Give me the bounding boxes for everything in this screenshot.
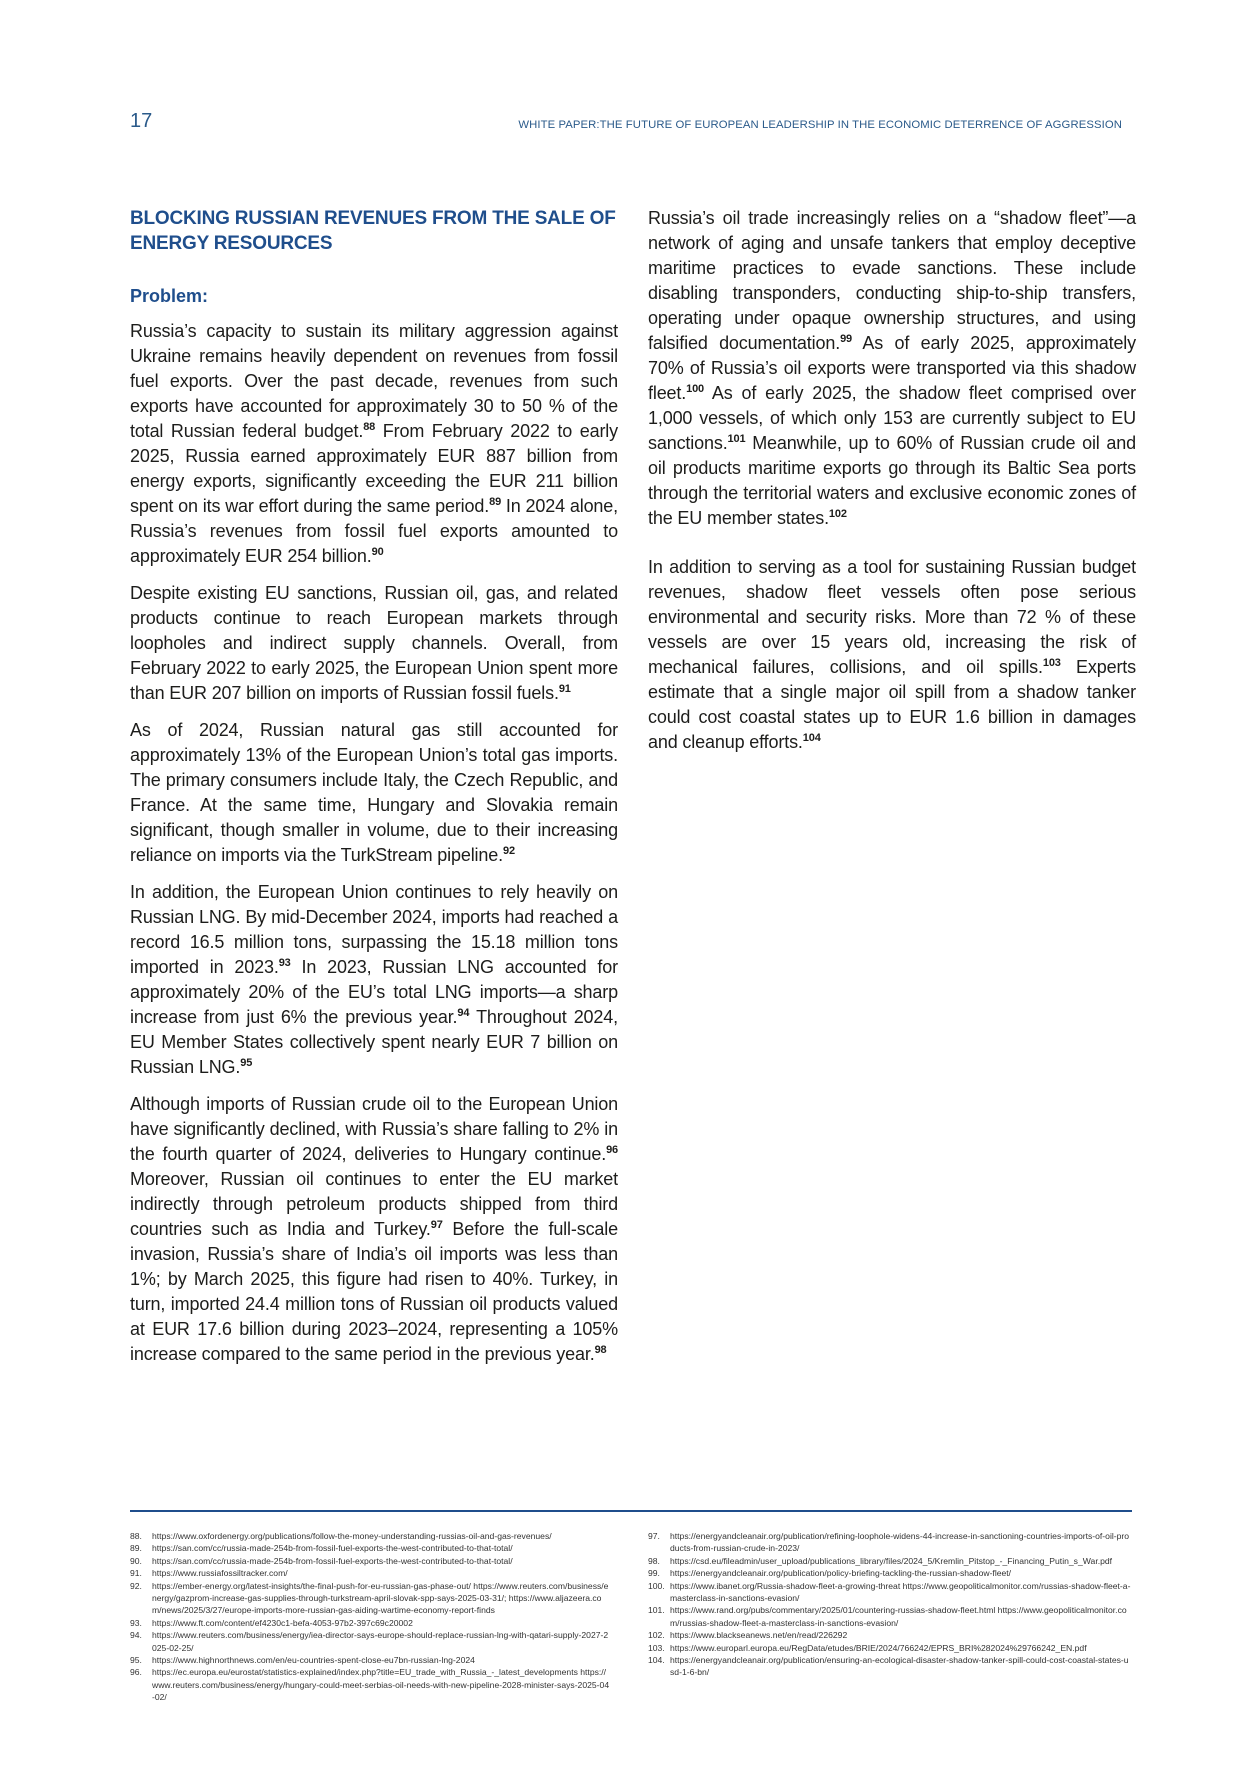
paragraph-crude-oil: Although imports of Russian crude oil to the European Union have significantly declined, with Russia’s share falling to 2% in the fourth quarter of 2024, deliveries to Hungary continue.$^{96}$ Moreover, Russian oil continues to enter the EU market indirectly through petroleum products shipped from third countries such as India and Turkey.$^{97}$ Before the full-scale invasion, Russia’s share of India’s oil imports was less than 1%; by March 2025, this figure had risen to 40%. Turkey, in turn, imported 24.4 million tons of Russian oil products valued at EUR 17.6 billion during 2023–2024, representing a 105% increase compared to the same period in the previous year.$^{98}$ — [130, 1094, 618, 1364]
footnote[interactable]: 103. https://www.europarl.europa.eu/RegData/etudes/BRIE/2024/766242/EPRS_BRI%282024%29766242_EN.pdf — [648, 1642, 1087, 1653]
footnote-ref[interactable]: 96 — [606, 1144, 618, 1156]
right-column — [648, 206, 1136, 779]
paragraph-sanctions: Despite existing EU sanctions, Russian oil, gas, and related products continue to reach European markets through loopholes and indirect supply channels. Overall, from February 2022 to early 2025, the European Union spent more than EUR 207 billion on imports of Russian fossil fuels.$^{91}$ — [130, 583, 618, 703]
footnote[interactable]: 95. https://www.highnorthnews.com/en/eu-countries-spent-close-eu7bn-russian-lng-2024 — [130, 1655, 475, 1666]
footnote[interactable]: 99. https://energyandcleanair.org/publication/policy-briefing-tackling-the-russian-shadow-fleet/ — [648, 1568, 1012, 1579]
footnote-ref[interactable]: 94 — [457, 1007, 470, 1019]
footnote[interactable]: 101. https://www.rand.org/pubs/commentary/2025/01/countering-russias-shadow-fleet.html https://www.geopoliticalmonitor.com/russias-shadow-fleet-a-masterclass-in-sanctions-evasion/ — [648, 1605, 1127, 1628]
footnote-ref[interactable]: 98 — [594, 1344, 607, 1356]
footnote-ref[interactable]: 100 — [686, 383, 705, 395]
footnote-ref[interactable]: 90 — [371, 546, 384, 558]
footnotes-right — [648, 1530, 1132, 1679]
footnote[interactable]: 89. https://san.com/cc/russia-made-254b-from-fossil-fuel-exports-the-west-contributed-to-that-total/ — [130, 1543, 513, 1554]
footnote-ref[interactable]: 102 — [828, 508, 847, 520]
footnotes-left — [130, 1530, 610, 1704]
footnote[interactable]: 98. https://csd.eu/fileadmin/user_upload/publications_library/files/2024_5/Kremlin_Pitstop_-_Financing_Putin_s_War.pdf — [648, 1555, 1113, 1566]
page-number: 17 — [130, 110, 153, 132]
footnote-ref[interactable]: 95 — [240, 1057, 253, 1069]
footnote-ref[interactable]: 89 — [489, 496, 502, 508]
footnote-ref[interactable]: 99 — [840, 333, 852, 345]
footnote[interactable]: 94. https://www.reuters.com/business/energy/iea-director-says-europe-should-replace-russian-lng-with-qatari-supply-2027-2025-02-25/ — [130, 1630, 609, 1653]
footnote[interactable]: 91. https://www.russiafossiltracker.com/ — [130, 1568, 288, 1579]
footnote[interactable]: 97. https://energyandcleanair.org/publication/refining-loophole-widens-44-increase-in-sanctioning-countries-imports-of-oil-products-from-russian-crude-in-2023/ — [648, 1531, 1130, 1554]
footnote-ref[interactable]: 97 — [430, 1219, 443, 1231]
running-header: WHITE PAPER:THE FUTURE OF EUROPEAN LEADERSHIP IN THE ECONOMIC DETERRENCE OF AGGRESSION — [518, 119, 1122, 131]
footnote-ref[interactable]: 93 — [278, 957, 291, 969]
footnote-ref[interactable]: 92 — [502, 845, 515, 857]
footnote[interactable]: 96. https://ec.europa.eu/eurostat/statistics-explained/index.php?title=EU_trade_with_Russia_-_latest_developments https://www.reuters.com/business/energy/hungary-could-meet-serbias-oil-needs-with-new-pipeline-2028-minister-says-2025-04-02/ — [130, 1667, 610, 1703]
footnote[interactable]: 104. https://energyandcleanair.org/publication/ensuring-an-ecological-disaster-shadow-tanker-spill-could-cost-coastal-states-usd-1-6-bn/ — [648, 1655, 1129, 1678]
footnote[interactable]: 102. https://www.blackseanews.net/en/read/226292 — [648, 1630, 848, 1641]
left-column — [130, 206, 618, 1379]
paragraph-risks: In addition to serving as a tool for sustaining Russian budget revenues, shadow fleet vessels often pose serious environmental and security risks. More than 72 % of these vessels are over 15 years old, increasing the risk of mechanical failures, collisions, and oil spills.$^{103}$ Experts estimate that a single major oil spill from a shadow tanker could cost coastal states up to EUR 1.6 billion in damages and cleanup efforts.$^{104}$ — [648, 557, 1136, 752]
footnote-ref[interactable]: 101 — [727, 433, 746, 445]
footnote-ref[interactable]: 104 — [802, 732, 821, 744]
paragraph-revenues: Russia’s capacity to sustain its military aggression against Ukraine remains heavily dependent on revenues from fossil fuel exports. Over the past decade, revenues from such exports have accounted for approximately 30 to 50 % of the total Russian federal budget.$^{88}$ From February 2022 to early 2025, Russia earned approximately EUR 887 billion from energy exports, significantly exceeding the EUR 211 billion spent on its war effort during the same period.$^{89}$ In 2024 alone, Russia’s revenues from fossil fuel exports amounted to approximately EUR 254 billion.$^{90}$ — [130, 321, 618, 566]
footnote[interactable]: 100. https://www.ibanet.org/Russia-shadow-fleet-a-growing-threat https://www.geopoliticalmonitor.com/russias-shadow-fleet-a-masterclass-in-sanctions-evasion/ — [648, 1580, 1131, 1604]
section-heading: BLOCKING RUSSIAN REVENUES FROM THE SALE OF ENERGY RESOURCES — [130, 208, 616, 254]
paragraph-shadow-fleet: Russia’s oil trade increasingly relies on a “shadow fleet”—a network of aging and unsafe tankers that employ deceptive maritime practices to evade sanctions. These include disabling transponders, conducting ship-to-ship transfers, operating under opaque ownership structures, and using falsified documentation.$^{99}$ As of early 2025, approximately 70% of Russia’s oil exports were transported via this shadow fleet.$^{100}$ As of early 2025, the shadow fleet comprised over 1,000 vessels, of which only 153 are currently subject to EU sanctions.$^{101}$ Meanwhile, up to 60% of Russian crude oil and oil products maritime exports go through its Baltic Sea ports through the territorial waters and exclusive economic zones of the EU member states.$^{102}$ — [648, 208, 1137, 528]
footnote-divider — [130, 1510, 1132, 1512]
footnote[interactable]: 92. https://ember-energy.org/latest-insights/the-final-push-for-eu-russian-gas-phase-out/ https://www.reuters.com/business/energy/gazprom-increase-gas-supplies-through-turkstream-april-slovak-spp-says-2025-03-31/; https://www.aljazeera.com/news/2025/3/27/europe-imports-more-russian-gas-aiding-wartime-economy-report-finds — [130, 1580, 609, 1616]
paragraph-natural-gas: As of 2024, Russian natural gas still accounted for approximately 13% of the European Union’s total gas imports. The primary consumers include Italy, the Czech Republic, and France. At the same time, Hungary and Slovakia remain significant, though smaller in volume, due to their increasing reliance on imports via the TurkStream pipeline.$^{92}$ — [130, 720, 618, 865]
footnote-ref[interactable]: 88 — [363, 421, 376, 433]
footnote[interactable]: 93. https://www.ft.com/content/ef4230c1-befa-4053-97b2-397c69c20002 — [130, 1617, 413, 1628]
footnote-ref[interactable]: 103 — [1042, 657, 1061, 669]
footnote[interactable]: 90. https://san.com/cc/russia-made-254b-from-fossil-fuel-exports-the-west-contributed-to-that-total/ — [130, 1555, 513, 1566]
problem-subheading: Problem: — [130, 286, 209, 306]
paragraph-lng: In addition, the European Union continues to rely heavily on Russian LNG. By mid-December 2024, imports had reached a record 16.5 million tons, surpassing the 15.18 million tons imported in 2023.93 In 2023, Russian LNG accounted for approximately 20% of the EU’s total LNG imports—a sharp increase from just 6% the previous year.$^{94}$ Throughout 2024, EU Member States collectively spent nearly EUR 7 billion on Russian LNG.$^{95}$ — [130, 882, 618, 1077]
footnote-ref[interactable]: 91 — [558, 683, 571, 695]
footnote[interactable]: 88. https://www.oxfordenergy.org/publications/follow-the-money-understanding-russias-oil-and-gas-revenues/ — [130, 1531, 552, 1541]
